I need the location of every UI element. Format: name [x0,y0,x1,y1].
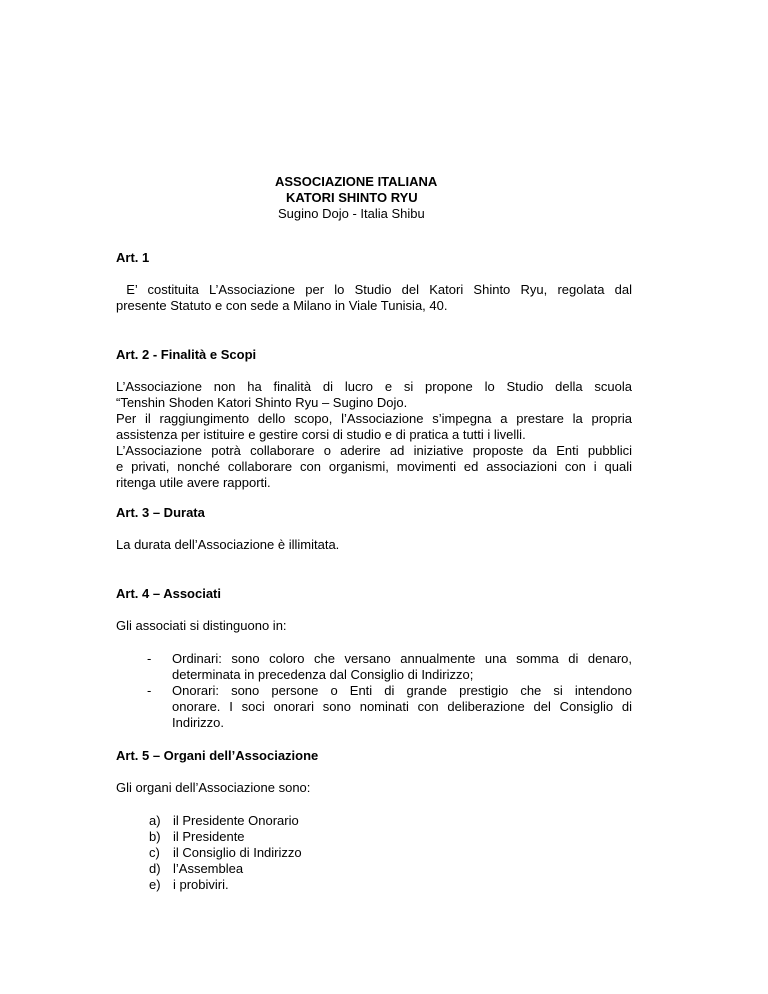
header-title-line2: KATORI SHINTO RYU [286,190,418,205]
list-item [116,861,632,877]
art2-line: assistenza per istituire e gestire corsi di studio e di pratica a tutti i livelli. [116,427,526,442]
list-item [116,813,632,829]
list-marker: e) [149,877,161,892]
art3-heading: Art. 3 – Durata [116,505,205,520]
art5-list [116,813,632,893]
list-item-line: onorare. I soci onorari sono nominati con deliberazione del Consiglio di [172,699,632,714]
list-item [116,683,632,731]
art2-line: e privati, nonché collaborare con organismi, movimenti ed associazioni con i quali [116,459,632,474]
list-item [116,651,632,683]
art2-heading: Art. 2 - Finalità e Scopi [116,347,257,362]
list-item-line: Ordinari: sono coloro che versano annualmente una somma di denaro, [172,651,632,666]
list-item-text: il Consiglio di Indirizzo [173,845,302,860]
art1-line: E’ costituita L’Associazione per lo Studio del Katori Shinto Ryu, regolata dal [116,282,632,297]
list-marker: a) [149,813,161,828]
header-title-line1: ASSOCIAZIONE ITALIANA [275,174,438,189]
list-item-line: Onorari: sono persone o Enti di grande prestigio che si intendono [172,683,632,698]
list-marker: d) [149,861,161,876]
art1-body [116,282,632,314]
art2-body [116,379,632,491]
art5-intro: Gli organi dell’Associazione sono: [116,780,311,795]
list-item-text: il Presidente [173,829,245,844]
art2-line: L’Associazione non ha finalità di lucro e si propone lo Studio della scuola [116,379,632,394]
list-item [116,845,632,861]
list-item-text: i probiviri. [173,877,229,892]
art2-line: “Tenshin Shoden Katori Shinto Ryu – Sugino Dojo. [116,395,408,410]
list-dash: - [147,651,152,666]
list-item-line: Indirizzo. [172,715,225,730]
header-subtitle: Sugino Dojo - Italia Shibu [278,206,425,221]
art4-intro: Gli associati si distinguono in: [116,618,287,633]
art4-heading: Art. 4 – Associati [116,586,222,601]
art2-line: L’Associazione potrà collaborare o aderire ad iniziative proposte da Enti pubblici [116,443,632,458]
art2-line: Per il raggiungimento dello scopo, l’Associazione s’impegna a prestare la propria [116,411,632,426]
list-marker: b) [149,829,161,844]
list-item-text: il Presidente Onorario [173,813,299,828]
art3-body: La durata dell’Associazione è illimitata. [116,537,340,552]
art5-heading: Art. 5 – Organi dell’Associazione [116,748,319,763]
list-dash: - [147,683,152,698]
art2-line: ritenga utile avere rapporti. [116,475,271,490]
list-item-text: l’Assemblea [173,861,244,876]
list-item [116,829,632,845]
art1-line: presente Statuto e con sede a Milano in Viale Tunisia, 40. [116,298,448,313]
list-marker: c) [149,845,160,860]
art1-heading: Art. 1 [116,250,150,265]
list-item-line: determinata in precedenza dal Consiglio di Indirizzo; [172,667,474,682]
list-item [116,877,632,893]
art4-list [116,651,632,731]
